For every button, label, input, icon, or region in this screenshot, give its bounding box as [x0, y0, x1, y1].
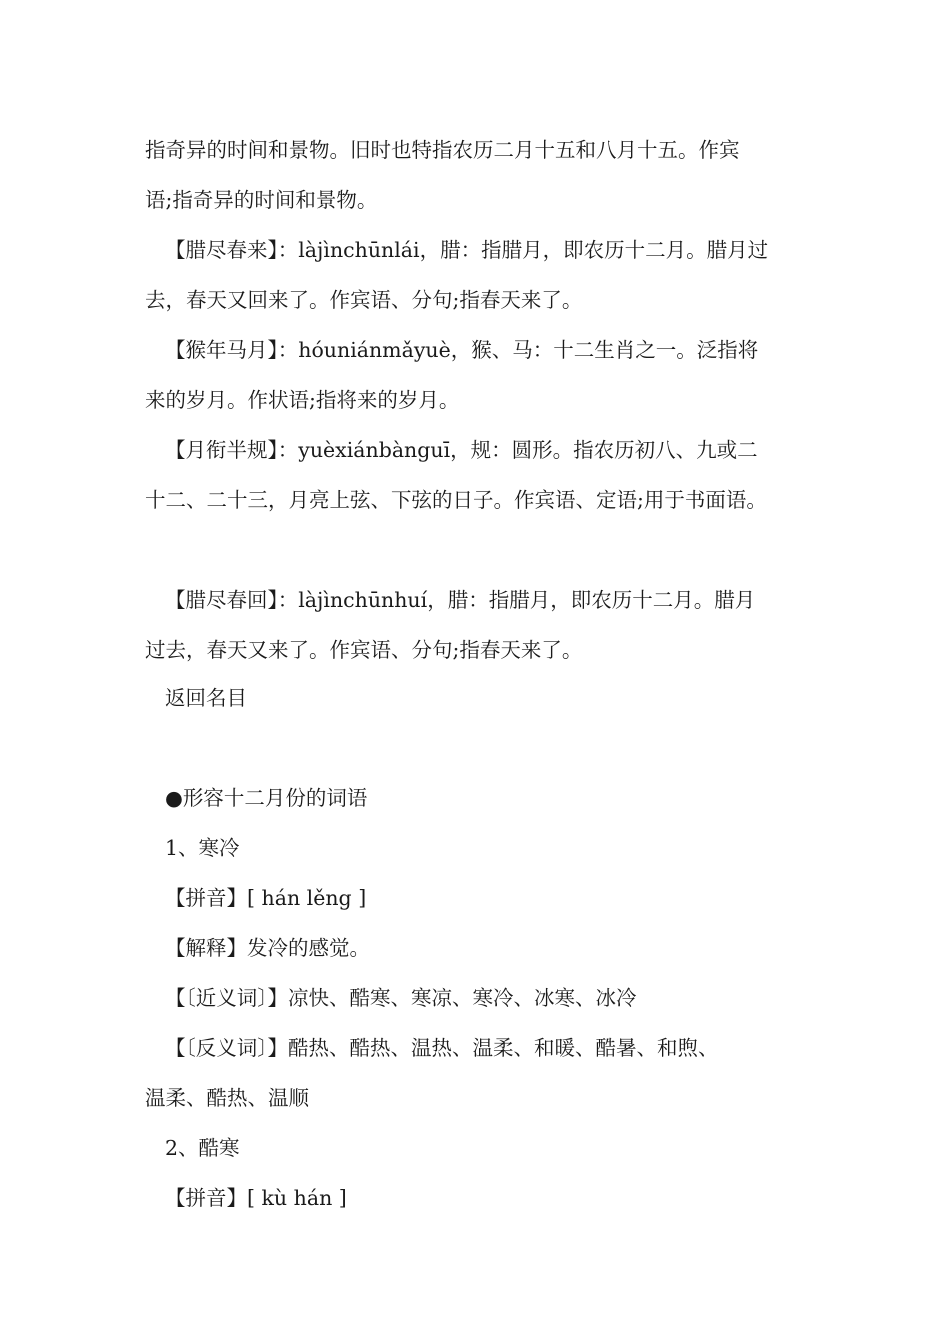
body-text-line: 去，春天又回来了。作宾语、分句;指春天来了。 — [145, 288, 583, 312]
idiom-entry-yuexianbangui: 【月衔半规】：yuèxiánbànguī，规：圆形。指农历初八、九或二 — [165, 438, 758, 462]
synonyms-line: 【〔近义词〕】凉快、酷寒、寒凉、寒冷、冰寒、冰冷 — [165, 986, 637, 1010]
body-text-line: 温柔、酷热、温顺 — [145, 1086, 309, 1110]
body-text-line: 十二、二十三，月亮上弦、下弦的日子。作宾语、定语;用于书面语。 — [145, 488, 767, 512]
pinyin-line: 【拼音】[ kù hán ] — [165, 1186, 347, 1210]
pinyin-line: 【拼音】[ hán lěng ] — [165, 886, 367, 910]
back-to-contents-link[interactable]: 返回名目 — [165, 686, 247, 710]
idiom-entry-hounianmayue: 【猴年马月】：hóuniánmǎyuè，猴、马：十二生肖之一。泛指将 — [165, 338, 759, 362]
section-heading: ●形容十二月份的词语 — [165, 786, 368, 810]
body-text-line: 语;指奇异的时间和景物。 — [145, 188, 378, 212]
antonyms-line: 【〔反义词〕】酷热、酷热、温热、温柔、和暖、酷暑、和煦、 — [165, 1036, 719, 1060]
body-text-line: 过去，春天又来了。作宾语、分句;指春天来了。 — [145, 638, 583, 662]
idiom-entry-lajinchunhui: 【腊尽春回】：làjìnchūnhuí，腊：指腊月，即农历十二月。腊月 — [165, 588, 756, 612]
explanation-line: 【解释】发冷的感觉。 — [165, 936, 370, 960]
body-text-line: 来的岁月。作状语;指将来的岁月。 — [145, 388, 460, 412]
idiom-entry-lajinchunlai: 【腊尽春来】：làjìnchūnlái，腊：指腊月，即农历十二月。腊月过 — [165, 238, 769, 262]
word-heading-hanleng: 1、寒冷 — [165, 836, 240, 860]
word-heading-kuhan: 2、酷寒 — [165, 1136, 240, 1160]
body-text-line: 指奇异的时间和景物。旧时也特指农历二月十五和八月十五。作宾 — [145, 138, 740, 162]
